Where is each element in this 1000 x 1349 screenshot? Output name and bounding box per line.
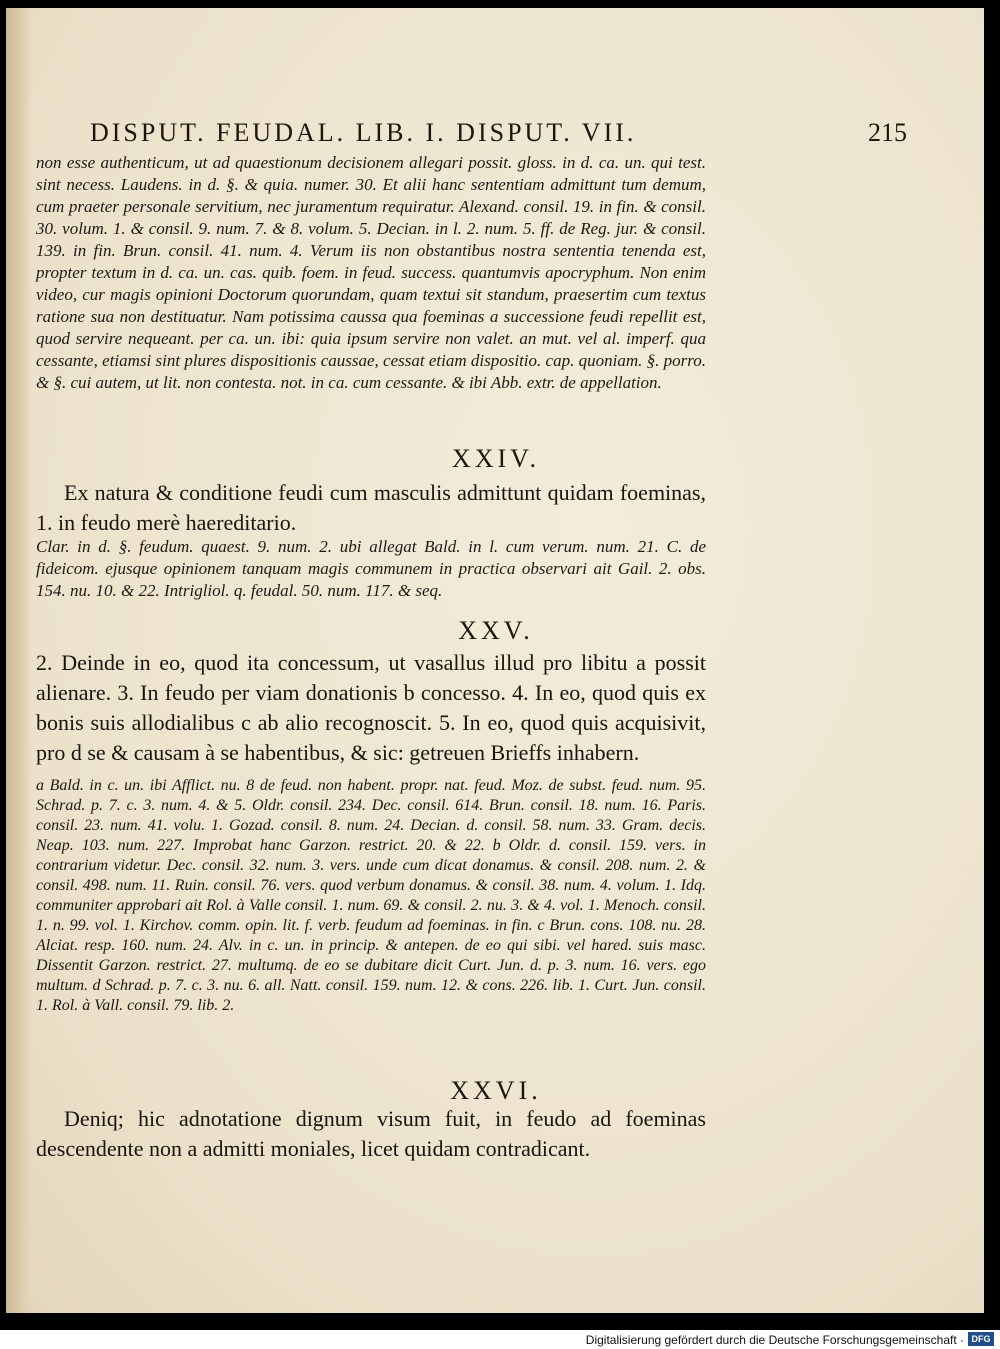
footnotes-xxv: a Bald. in c. un. ibi Afflict. nu. 8 de feud. non habent. propr. nat. feud. Moz. de subst. feud. num. 95. Schrad. p. 7. c. 3. num. 4. & 5. Oldr. consil. 234. Dec. consil. 614. Brun. consil. 18. num. 16. Paris. consil. 23. num. 41. volu. 1. Gozad. consil. 8. num. 24. Decian. d. consil. 58. num. 33. Gram. decis. Neap. 103. num. 227. Improbat hanc Garzon. restrict. 20. & 22. b Oldr. d. consil. 159. vers. in contrarium videtur. Dec. consil. 32. num. 3. vers. unde cum dicat donamus. & consil. 208. num. 2. & consil. 498. num. 11. Ruin. consil. 76. vers. quod verbum donamus. & consil. 38. num. 4. volum. 1. Idq. communiter approbari ait Rol. à Valle consil. 1. num. 69. & consil. 2. nu. 3. & 4. vol. 1. Menoch. consil. 1. n. 99. vol. 1. Kirchov. comm. opin. lit. f. verb. feudum ad foeminas. in fin. c Brun. cons. 108. nu. 28. Alciat. resp. 160. num. 24. Alv. in c. un. in princip. & antepen. de eo qui sibi. vel hared. suis masc. Dissentit Garzon. restrict. 27. multumq. de eo se dubitare dicit Curt. Jun. d. p. 3. num. 16. vers. ego multum. d Schrad. p. 7. c. 3. nu. 6. all. Natt. consil. 159. num. 12. & cons. 226. lib. 1. Curt. Jun. consil. 1. Rol. à Vall. consil. 79. lib. 2.: [36, 777, 706, 1014]
section-heading-xxvi: XXVI.: [450, 1076, 542, 1105]
citation-xxiv: Clar. in d. §. feudum. quaest. 9. num. 2. ubi allegat Bald. in l. cum verum. num. 21. C. de fideicom. ejusque opinionem tanquam magis communem in practica observari ait Gail. 2. obs. 154. nu. 10. & 22. Intrigliol. q. feudal. 50. num. 117. & seq.: [36, 537, 706, 600]
thesis-xxiv: Ex natura & conditione feudi cum masculis admittunt quidam foeminas, 1. in feudo merè haereditario.: [36, 480, 706, 535]
page-gutter-shadow: [6, 8, 32, 1313]
footer-bar: [0, 1330, 1000, 1349]
page-number: 215: [868, 118, 907, 147]
thesis-xxv: 2. Deinde in eo, quod ita concessum, ut vasallus illud pro libitu a possit alienare. 3. In feudo per viam donationis b concesso. 4. In eo, quod quis ex bonis suis allodialibus c ab alio recognoscit. 5. In eo, quod quis acquisivit, pro d se & causam à se habentibus, & sic: getreuen Brieffs inhabern.: [36, 650, 706, 765]
dfg-logo: DFG: [968, 1332, 994, 1346]
book-page: [6, 8, 984, 1313]
funding-credit: Digitalisierung gefördert durch die Deutsche Forschungsgemeinschaft ·: [585, 1333, 964, 1347]
thesis-xxvi: Deniq; hic adnotatione dignum visum fuit, in feudo ad foeminas descendente non a admitti moniales, licet quidam contradicant.: [36, 1106, 706, 1161]
section-heading-xxv: XXV.: [458, 616, 534, 645]
running-head: DISPUT. FEUDAL. LIB. I. DISPUT. VII.: [90, 118, 637, 147]
section-heading-xxiv: XXIV.: [451, 444, 541, 473]
continued-commentary: non esse authenticum, ut ad quaestionum decisionem allegari possit. gloss. in d. ca. un. qui test. sint necess. Laudens. in d. §. & quia. numer. 30. Et alii hanc sententiam admittunt tum demum, cum praeter personale servitium, nec juramentum requiratur. Alexand. consil. 19. in fin. & consil. 30. volum. 1. & consil. 9. num. 7. & 8. volum. 5. Decian. in l. 2. num. 5. ff. de Reg. jur. & consil. 139. in fin. Brun. consil. 41. num. 4. Verum iis non obstantibus nostra sententia tenenda est, propter textum in d. ca. un. cas. quib. foem. in feud. success. quantumvis apocryphum. Non enim video, cur magis opinioni Doctorum quorundam, quam textui sit standum, praesertim cum textus ratione sua non destituatur. Nam potissima caussa qua foeminas a successione feudi repellit est, quod servire nequeant. per ca. un. ibi: quia ipsum servire non valet. an mut. vel al. imperf. qua cessante, etiamsi sint plures dispositionis caussae, cessat etiam dispositio. cap. quoniam. §. porro. & §. cui autem, ut lit. non contesta. not. in ca. cum cessante. & ibi Abb. extr. de appellation.: [36, 153, 706, 392]
